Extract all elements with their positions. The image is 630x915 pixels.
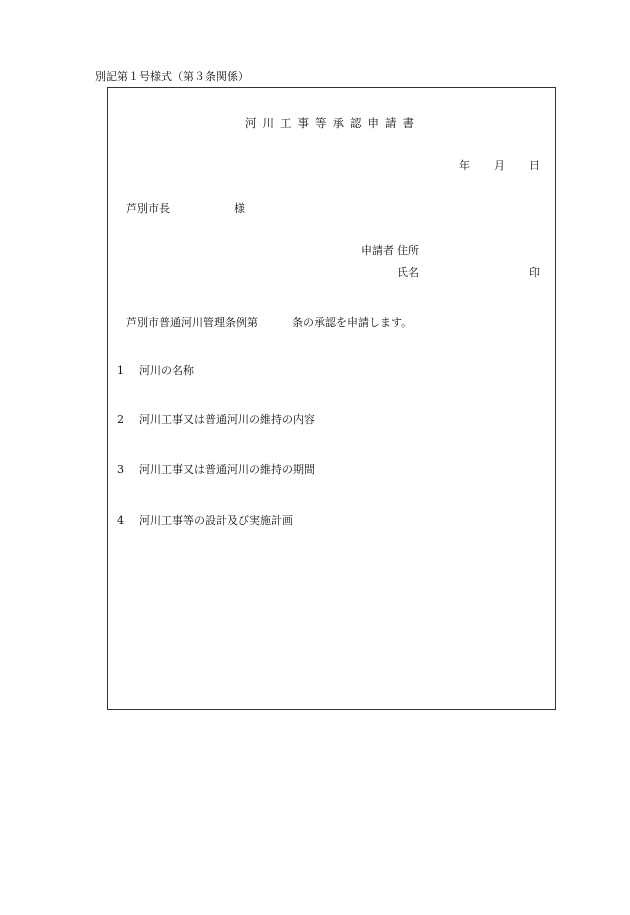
item-river-name-label: 河川の名称 bbox=[139, 364, 194, 377]
item-design-plan-label: 河川工事等の設計及び実施計画 bbox=[139, 514, 293, 527]
item-number: 2 bbox=[117, 413, 124, 426]
seal-label: 印 bbox=[529, 266, 540, 279]
item-work-content-label: 河川工事又は普通河川の維持の内容 bbox=[139, 413, 315, 426]
applicant-label: 申請者 bbox=[361, 244, 394, 257]
date-month-label: 月 bbox=[494, 159, 505, 172]
applicant-name-label: 氏名 bbox=[397, 266, 419, 279]
addressee-honorific: 様 bbox=[234, 202, 245, 215]
form-number-label: 別記第１号様式（第３条関係） bbox=[95, 70, 249, 83]
item-number: 1 bbox=[117, 364, 124, 377]
form-title: 河川工事等承認申請書 bbox=[245, 116, 420, 130]
addressee-name: 芦別市長 bbox=[126, 202, 170, 215]
date-year-label: 年 bbox=[459, 159, 470, 172]
item-work-period-label: 河川工事又は普通河川の維持の期間 bbox=[139, 463, 315, 476]
item-number: 3 bbox=[117, 463, 124, 476]
statement-text-part2: 条の承認を申請します。 bbox=[292, 316, 413, 329]
applicant-address-label: 住所 bbox=[397, 244, 419, 257]
date-day-label: 日 bbox=[529, 159, 540, 172]
application-form-frame bbox=[107, 87, 556, 710]
item-number: 4 bbox=[117, 514, 124, 527]
statement-text-part1: 芦別市普通河川管理条例第 bbox=[126, 316, 258, 329]
